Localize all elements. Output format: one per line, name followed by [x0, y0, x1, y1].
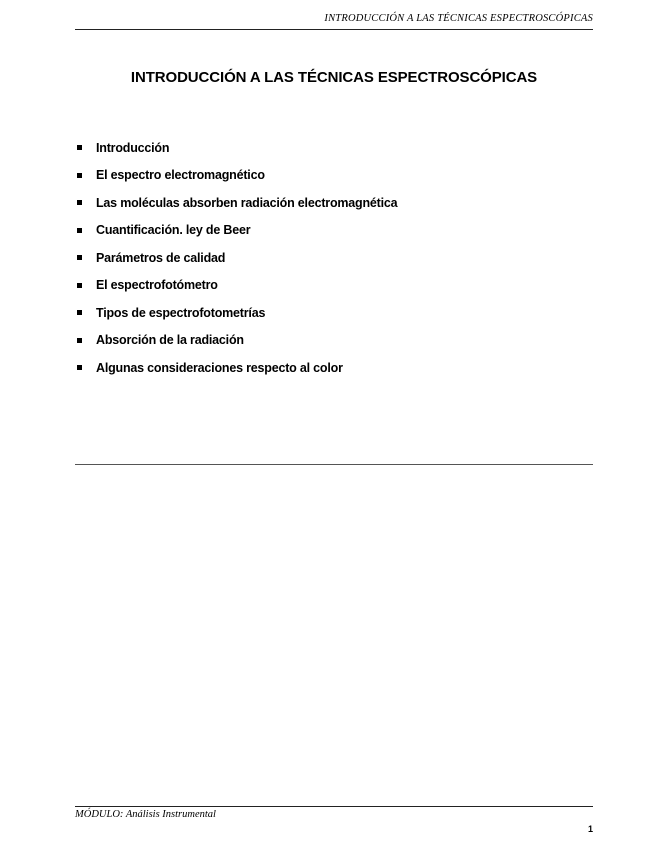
- list-item-label: El espectrofotómetro: [96, 278, 218, 293]
- square-bullet-icon: [77, 338, 82, 343]
- list-item-label: El espectro electromagnético: [96, 168, 265, 183]
- list-item: [77, 134, 397, 162]
- list-item-label: Tipos de espectrofotometrías: [96, 305, 266, 320]
- list-item: [77, 162, 397, 190]
- list-item-label: Introducción: [96, 140, 170, 155]
- header-divider: [75, 29, 593, 30]
- running-header: INTRODUCCIÓN A LAS TÉCNICAS ESPECTROSCÓPICAS: [324, 13, 593, 24]
- list-item: [77, 244, 397, 272]
- list-item-label: Parámetros de calidad: [96, 250, 226, 265]
- topic-list: [77, 134, 397, 382]
- list-item-label: Las moléculas absorben radiación electromagnética: [96, 195, 398, 210]
- list-item: [77, 299, 397, 327]
- square-bullet-icon: [77, 145, 82, 150]
- list-item: [77, 272, 397, 300]
- square-bullet-icon: [77, 255, 82, 260]
- footer-divider: [75, 806, 593, 807]
- square-bullet-icon: [77, 365, 82, 370]
- square-bullet-icon: [77, 283, 82, 288]
- footer-module-label: MÓDULO: Análisis Instrumental: [75, 809, 216, 820]
- square-bullet-icon: [77, 173, 82, 178]
- list-item-label: Cuantificación. ley de Beer: [96, 223, 251, 238]
- list-item-label: Algunas consideraciones respecto al color: [96, 360, 343, 375]
- page-number: 1: [587, 824, 593, 834]
- square-bullet-icon: [77, 200, 82, 205]
- document-title: INTRODUCCIÓN A LAS TÉCNICAS ESPECTROSCÓPICAS: [130, 69, 538, 86]
- list-item-label: Absorción de la radiación: [96, 333, 244, 348]
- list-item: [77, 217, 397, 245]
- list-item: [77, 189, 397, 217]
- list-item: [77, 354, 397, 382]
- square-bullet-icon: [77, 310, 82, 315]
- section-divider: [75, 464, 593, 465]
- square-bullet-icon: [77, 228, 82, 233]
- list-item: [77, 327, 397, 355]
